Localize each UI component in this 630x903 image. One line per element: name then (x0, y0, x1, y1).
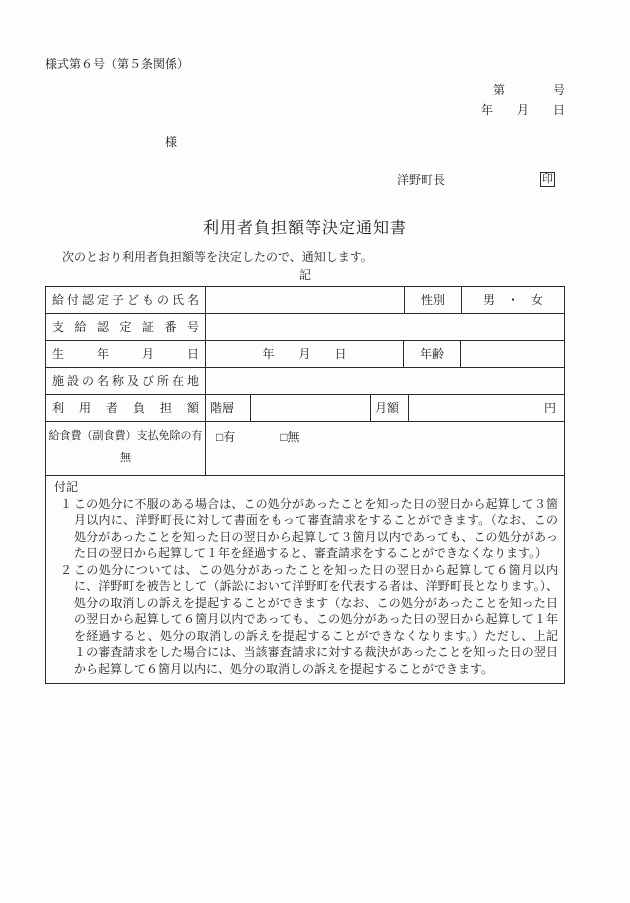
reference-block (45, 80, 565, 120)
notes-heading: 付記 (54, 480, 79, 494)
notes-box (45, 476, 565, 684)
record-marker: 記 (298, 268, 311, 282)
facility-label: 施設の名称及び所在地 (46, 368, 206, 394)
seal-box: 印 (542, 172, 553, 185)
note-item-1 (54, 496, 558, 562)
document-title: 利用者負担額等決定通知書 (202, 220, 407, 237)
child-name-row (46, 287, 564, 314)
sex-label: 性別 (405, 287, 462, 313)
note-2-number: ２ (60, 562, 73, 577)
user-burden-row (46, 395, 564, 422)
child-name-value-cell (206, 287, 405, 313)
child-name-label: 給付認定子どもの氏名 (46, 287, 206, 313)
birth-date-row (46, 341, 564, 368)
birth-date-label: 生年月日 (46, 341, 206, 367)
form-number: 様式第６号（第５条関係） (45, 57, 190, 71)
age-value-cell (461, 341, 564, 367)
certificate-number-row (46, 314, 564, 341)
sex-value: 男 ・ 女 (482, 293, 543, 307)
intro-text: 次のとおり利用者負担額等を決定したので、通知します。 (62, 250, 373, 264)
sender-row (45, 171, 565, 187)
note-1-number: １ (60, 496, 73, 511)
note-item-2 (54, 562, 558, 678)
note-2-text: この処分については、この処分があったことを知った日の翌日から起算して６箇月以内に、洋野町を被告として（訴訟において洋野町を代表する者は、洋野町長となります。）、処分の取消しの訴えを提起することができます（なお、この処分があったことを知った日の翌日から起算して６箇月以内であっても、この処分があった日の翌日から起算して１年を経過すると、処分の取消しの訴えを提起することができなくなります。）ただし、上記１の審査請求をした場合には、当該審査請求に対する裁決があったことを知った日の翌日から起算して６箇月以内に、処分の取消しの訴えを提起することができます。 (74, 562, 558, 676)
certificate-number-label: 支給認定証番号 (46, 314, 206, 340)
exemption-option-yes-checkbox[interactable]: □有 (216, 430, 236, 444)
sender-title: 洋野町長 (397, 172, 446, 187)
tier-value-cell (251, 395, 371, 421)
age-label: 年齢 (404, 341, 461, 367)
user-burden-label: 利用者負担額 (46, 395, 206, 421)
date-line: 年 月 日 (480, 103, 565, 117)
tier-label: 階層 (206, 395, 251, 421)
facility-value-cell (206, 368, 564, 394)
birth-date-value-cell: 年 月 日 (206, 341, 404, 367)
document-number-line: 第 号 (492, 83, 565, 97)
amount-unit-yen: 円 (543, 401, 556, 415)
note-1-text: この処分に不服のある場合は、この処分があったことを知った日の翌日から起算して３箇月以内に、洋野町長に対して書面をもって審査請求をすることができます。（なお、この処分があったことを知った日の翌日から起算して３箇月以内であっても、この処分があった日の翌日から起算して１年を経過すると、審査請求をすることができなくなります。） (74, 496, 558, 560)
monthly-amount-label: 月額 (371, 395, 409, 421)
addressee-line (45, 135, 565, 149)
meal-fee-exemption-options (206, 422, 564, 475)
certificate-number-value-cell (206, 314, 564, 340)
meal-fee-exemption-row (46, 422, 564, 475)
addressee-suffix: 様 (165, 135, 178, 149)
details-table (45, 286, 565, 476)
meal-fee-exemption-label: 給食費（副食費）支払免除の有無 (46, 422, 206, 475)
exemption-option-no-checkbox[interactable]: □無 (280, 430, 300, 444)
facility-row (46, 368, 564, 395)
